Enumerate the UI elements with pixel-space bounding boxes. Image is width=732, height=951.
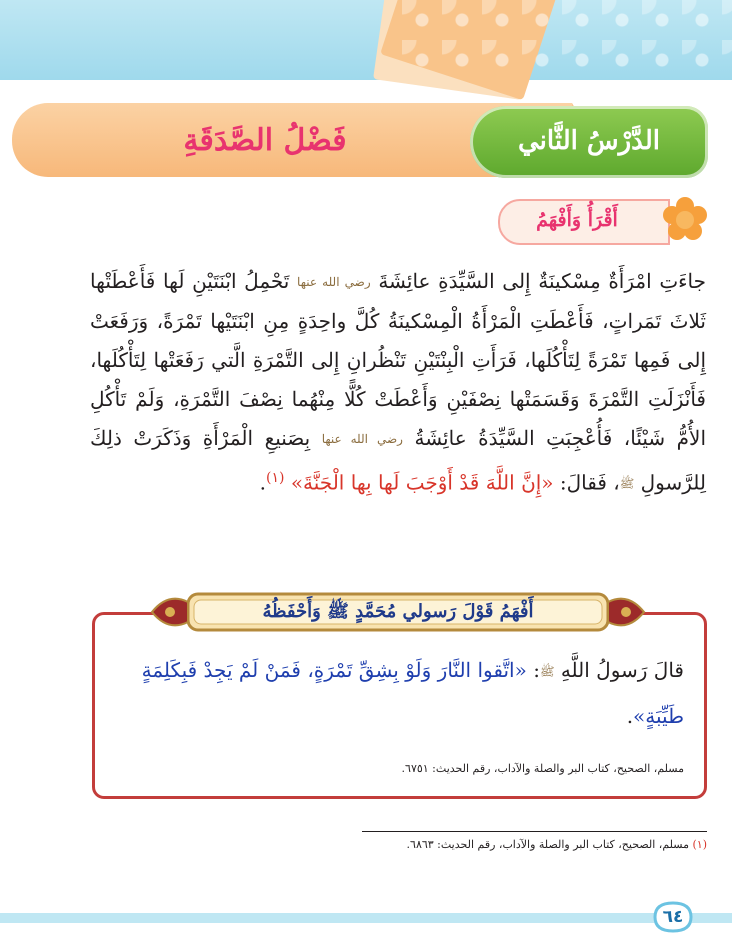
footnote-text: مسلم، الصحيح، كتاب البر والصلة والآداب، رقم الحديث: ٦٨٦٣. [406,838,689,851]
passage-line-4: ، فَقالَ: [559,470,620,495]
hadith-body: قالَ رَسولُ اللَّهِ ﷺ: «اتَّقوا النَّارَ وَلَوْ بِشِقِّ تَمْرَةٍ، فَمَنْ لَمْ يَجِدْ فَبِكَلِمَةٍ طَيِّبَةٍ». [141,658,684,728]
passage-line-1: جاءَتِ امْرَأَةٌ مِسْكينَةٌ إِلى السَّيِّدَةِ عائِشَةَ [378,269,707,293]
footnote-reference: (١) [265,470,285,486]
page-number: ٦٤ [662,907,684,927]
read-section-label: أَقْرَأُ وَأَفْهَمُ [536,209,618,231]
honorific-female-2: رضي الله عنها [321,432,403,446]
hadith-box-title [190,596,606,628]
footnote-number: (١) [692,838,707,851]
passage-hadith-quote: «إِنَّ اللَّهَ قَدْ أَوْجَبَ لَها بِها الْجَنَّةَ» [290,470,554,495]
hadith-source: مسلم، الصحيح، كتاب البر والصلة والآداب، رقم الحديث: ٦٧٥١. [401,762,684,775]
honorific-prophet: ﷺ [619,476,635,491]
footnote [300,838,707,851]
footnote-divider [362,831,707,832]
hadith-intro-honorific: ﷺ [539,664,555,679]
hadith-quote: «اتَّقوا النَّارَ وَلَوْ بِشِقِّ تَمْرَةٍ، فَمَنْ لَمْ يَجِدْ فَبِكَلِمَةٍ طَيِّبَةٍ» [141,658,684,728]
hadith-title-end: وَأَحْفَظُهُ [262,601,321,622]
lesson-title: فَضْلُ الصَّدَقَةِ [183,123,347,158]
bottom-decorative-band [0,913,732,923]
hadith-intro: قالَ رَسولُ اللَّهِ [560,658,684,682]
hadith-title-honorific: ﷺ [327,601,349,622]
honorific-female: رضي الله عنها [297,275,371,289]
passage-line-2: تَحْمِلُ ابْنَتَيْنِ لَها فَأَعْطَتْها ثَلاثَ تَمَراتٍ، فَأَعْطَتِ الْمَرْأَةُ الْمِسْكينَةُ كُلَّ واحِدَةٍ مِنِ ابْنَتَيْها تَمْرَةً، وَرَفَعَتْ إِلى فَمِها تَمْرَةً لِتَأْكُلَها، فَرَأَتِ الْبِنْتَيْنِ تَنْظُرانِ إِلى التَّمْرَةِ الَّتي رَفَعَتْها لِتَأْكُلَها، فَأَنْزَلَتِ التَّمْرَةَ وَقَسَمَتْها نِصْفَيْنِ وَأَعْطَتْ كُلًّا مِنْهُما نِصْفَ التَّمْرَةِ، وَلَمْ تَأْكُلِ الأُمُّ شَيْئًا، فَأُعْجِبَتِ السَّيِّدَةُ عائِشَةُ [90,269,707,450]
passage-line-3: بِصَنيعِ الْمَرْأَةِ وَذَكَرَتْ ذلِكَ لِلرَّسولِ [90,426,706,495]
hadith-title-main: أَفْهَمُ قَوْلَ رَسولي مُحَمَّدٍ [355,601,534,622]
top-geometric-pattern [402,0,732,80]
lesson-passage: جاءَتِ امْرَأَةٌ مِسْكينَةٌ إِلى السَّيِّدَةِ عائِشَةَ رضي الله عنها تَحْمِلُ ابْنَتَيْنِ لَها فَأَعْطَتْها ثَلاثَ تَمَراتٍ، فَأَعْطَتِ الْمَرْأَةُ الْمِسْكينَةُ كُلَّ واحِدَةٍ مِنِ ابْنَتَيْها تَمْرَةً، وَرَفَعَتْ إِلى فَمِها تَمْرَةً لِتَأْكُلَها، فَرَأَتِ الْبِنْتَيْنِ تَنْظُرانِ إِلى التَّمْرَةِ الَّتي رَفَعَتْها لِتَأْكُلَها، فَأَنْزَلَتِ التَّمْرَةَ وَقَسَمَتْها نِصْفَيْنِ وَأَعْطَتْ كُلًّا مِنْهُما نِصْفَ التَّمْرَةِ، وَلَمْ تَأْكُلِ الأُمُّ شَيْئًا، فَأُعْجِبَتِ السَّيِّدَةُ عائِشَةُ رضي الله عنها بِصَنيعِ الْمَرْأَةِ وَذَكَرَتْ ذلِكَ لِلرَّسولِ ﷺ، فَقالَ: «إِنَّ اللَّهَ قَدْ أَوْجَبَ لَها بِها الْجَنَّةَ» $^{(١)}$. [90,269,707,495]
lesson-number: الدَّرْسُ الثَّاني [518,126,660,156]
flower-icon [660,196,710,244]
